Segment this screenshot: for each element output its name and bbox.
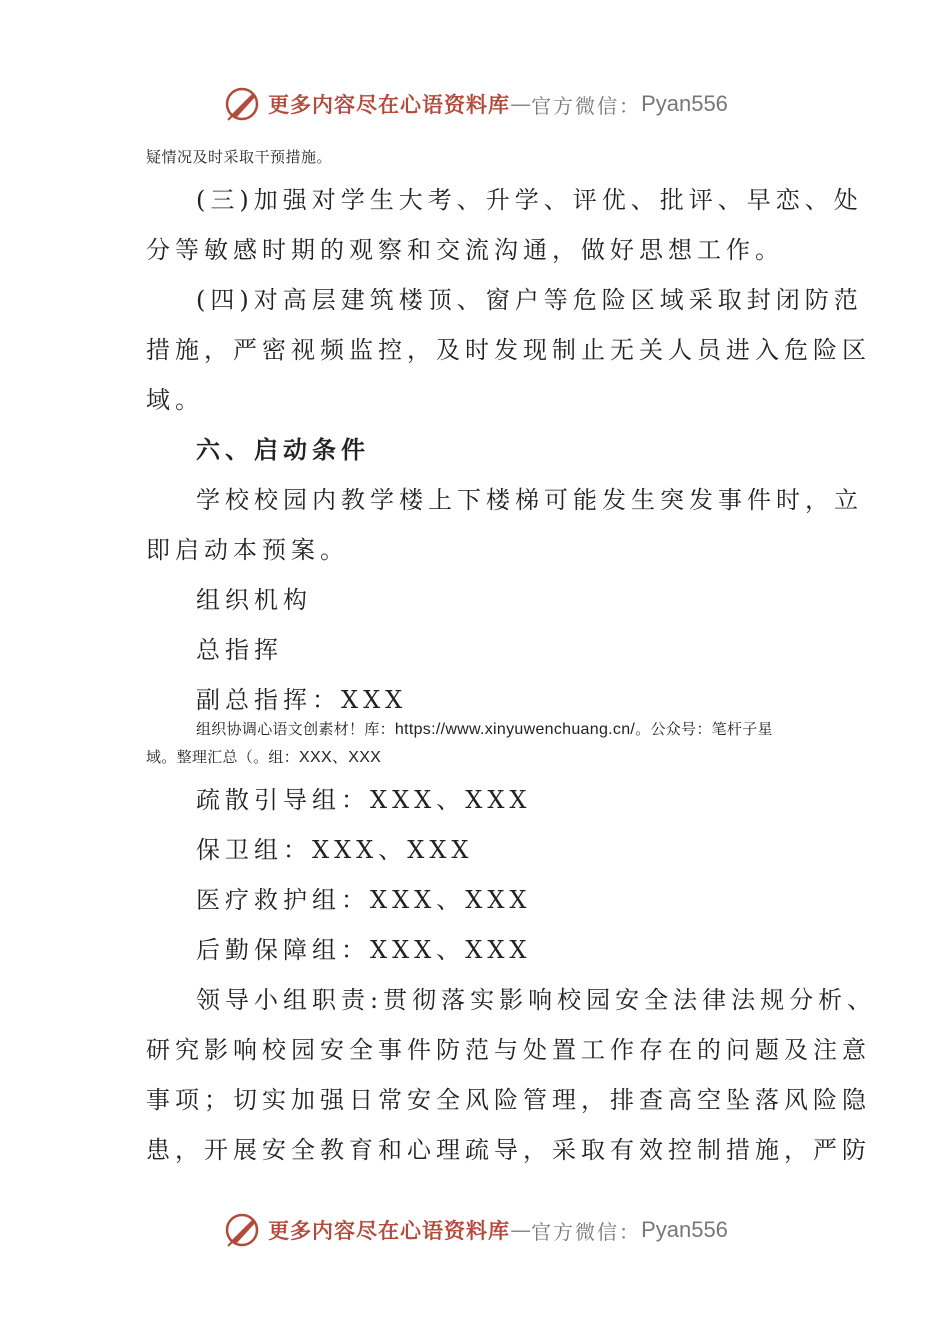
text-line-20: 研究影响校园安全事件防范与处置工作存在的问题及注意 — [146, 1036, 871, 1064]
banner-dash: — — [510, 92, 532, 116]
text-line-5: 措施，严密视频监控，及时发现制止无关人员进入危险区 — [146, 336, 871, 364]
text-line-12: 副总指挥：XXX — [196, 686, 408, 714]
text-line-15: 疏散引导组：XXX、XXX — [196, 786, 532, 814]
text-line-19: 领导小组职责:贯彻落实影响校园安全法律法规分析、 — [196, 986, 877, 1014]
text-line-17: 医疗救护组：XXX、XXX — [196, 886, 532, 914]
text-line-3: 分等敏感时期的观察和交流沟通，做好思想工作。 — [146, 236, 784, 264]
text-line-4: (四)对高层建筑楼顶、窗户等危险区域采取封闭防范 — [196, 286, 863, 314]
text-line-2: (三)加强对学生大考、升学、评优、批评、早恋、处 — [196, 186, 863, 214]
pen-logo-icon — [222, 84, 262, 124]
text-line-14-a: 域。整理汇总（。组： — [146, 748, 300, 766]
text-line-1: 疑情况及时采取干预措施。 — [146, 148, 333, 166]
text-line-14-b: XXX、XXX — [299, 749, 382, 766]
section-heading: 六、启动条件 — [196, 436, 370, 464]
text-line-13-c: 。公众号：笔杆子星 — [635, 720, 773, 738]
wechat-label: 官方微信： — [531, 1219, 642, 1244]
brand-text: 更多内容尽在心语资料库 — [268, 92, 511, 117]
text-line-13 — [196, 718, 806, 739]
text-line-21: 事项；切实加强日常安全风险管理，排查高空坠落风险隐 — [146, 1086, 871, 1114]
header-banner — [0, 82, 950, 126]
wechat-id: Pyan556 — [641, 1217, 728, 1242]
footer-banner — [0, 1208, 950, 1252]
text-line-10: 组织机构 — [196, 586, 312, 614]
website-url: https://www.xinyuwenchuang.cn/ — [394, 721, 636, 738]
pen-logo-icon — [222, 1210, 262, 1250]
text-line-22: 患，开展安全教育和心理疏导，采取有效控制措施，严防 — [146, 1136, 871, 1164]
wechat-label: 官方微信： — [531, 93, 642, 118]
brand-text: 更多内容尽在心语资料库 — [268, 1218, 511, 1243]
text-line-18: 后勤保障组：XXX、XXX — [196, 936, 532, 964]
text-line-9: 即启动本预案。 — [146, 536, 349, 564]
banner-dash: — — [510, 1218, 532, 1242]
text-line-14 — [146, 744, 806, 767]
text-line-11: 总指挥 — [196, 636, 283, 664]
text-line-8: 学校校园内教学楼上下楼梯可能发生突发事件时，立 — [196, 486, 863, 514]
text-line-13-a: 组织协调心语文创素材！库： — [196, 720, 395, 738]
text-line-6: 域。 — [146, 386, 204, 414]
wechat-id: Pyan556 — [641, 91, 728, 116]
text-line-16: 保卫组：XXX、XXX — [196, 836, 474, 864]
